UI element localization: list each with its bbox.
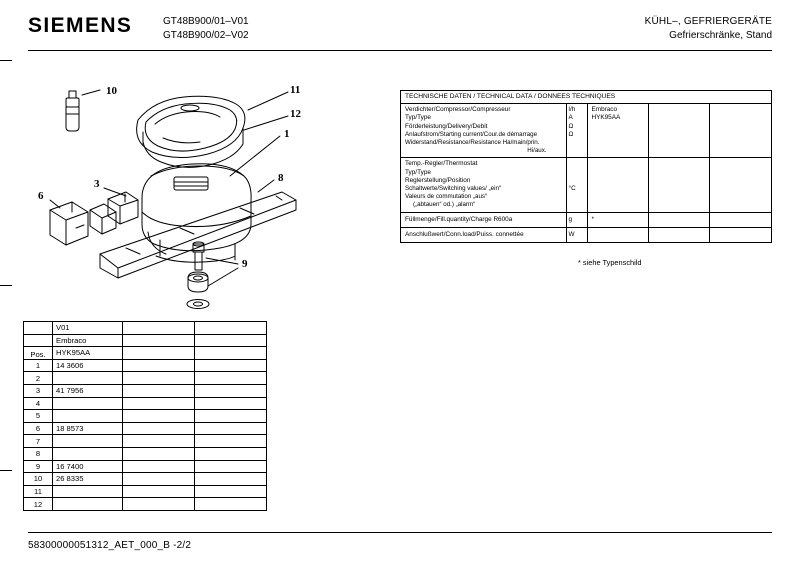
row-col-c <box>195 435 267 448</box>
part-11-cover-shape <box>137 96 245 167</box>
model-number-1: GT48B900/01–V01 <box>163 16 249 27</box>
thermostat-value-col-3 <box>710 158 771 211</box>
table-row <box>24 447 267 460</box>
row-pos: 1 <box>24 359 53 372</box>
table-row <box>24 397 267 410</box>
thermostat-value-col-2 <box>649 158 710 211</box>
fill-quantity-value-col-1: * <box>588 213 649 227</box>
technical-data-title: TECHNISCHE DATEN / TECHNICAL DATA / DONNEES TECHNIQUES <box>401 91 771 104</box>
fill-quantity-unit: g <box>567 213 589 227</box>
row-part-number: 16 7400 <box>53 460 123 473</box>
row-part-number: 26 8335 <box>53 473 123 486</box>
header-col-b-3 <box>123 347 195 360</box>
unit-delivery: l/h <box>568 106 576 114</box>
compressor-value-col-2 <box>649 104 710 157</box>
header-pos-blank-1 <box>24 322 53 335</box>
thermostat-value-col-1 <box>588 158 649 211</box>
document-code: 58300000051312_AET_000_B -2/2 <box>28 540 192 551</box>
table-row <box>24 372 267 385</box>
compressor-units <box>567 104 589 157</box>
table-header-row-3 <box>24 347 267 360</box>
row-part-number <box>53 447 123 460</box>
header-col-c-2 <box>195 334 267 347</box>
unit-starting-current: A <box>568 114 573 122</box>
row-col-c <box>195 397 267 410</box>
row-part-number: 14 3606 <box>53 359 123 372</box>
row-label-position: Reglerstellung/Position <box>405 176 471 184</box>
row-label-starting-current: Anlaufstrom/Starting current/Cour.de démarrage <box>405 130 538 138</box>
callout-12: 12 <box>290 108 301 120</box>
row-pos: 2 <box>24 372 53 385</box>
fill-quantity-value-col-2 <box>649 213 710 227</box>
row-part-number <box>53 372 123 385</box>
assembly-svg <box>30 72 380 312</box>
header-col-b-2 <box>123 334 195 347</box>
row-pos: 4 <box>24 397 53 410</box>
table-row <box>24 473 267 486</box>
callout-10: 10 <box>106 85 117 97</box>
callout-3: 3 <box>94 178 100 190</box>
part-10-shape <box>66 90 100 131</box>
row-col-b <box>123 384 195 397</box>
row-pos: 6 <box>24 422 53 435</box>
technical-data-section-conn-load <box>401 228 771 242</box>
table-row <box>24 435 267 448</box>
compressor-value-col-3 <box>710 104 771 157</box>
leader-lines <box>50 92 288 286</box>
unit-resistance-main: Ω <box>568 122 574 130</box>
row-part-number <box>53 498 123 511</box>
footer-divider <box>28 532 772 533</box>
technical-data-table <box>400 90 772 243</box>
row-part-number: 41 7956 <box>53 384 123 397</box>
compressor-model: HYK95AA <box>591 114 621 122</box>
row-col-c <box>195 498 267 511</box>
header-col-c-1 <box>195 322 267 335</box>
row-col-b <box>123 473 195 486</box>
row-pos: 8 <box>24 447 53 460</box>
row-col-c <box>195 460 267 473</box>
row-col-b <box>123 397 195 410</box>
row-label-switching-off: Valeurs de commutation „aus“ <box>405 193 488 201</box>
exploded-assembly-drawing <box>30 72 380 312</box>
row-col-c <box>195 372 267 385</box>
row-col-b <box>123 359 195 372</box>
row-pos: 11 <box>24 485 53 498</box>
row-part-number <box>53 410 123 423</box>
row-part-number <box>53 435 123 448</box>
callout-11: 11 <box>290 84 301 96</box>
row-label-compressor: Verdichter/Compressor/Compresseur <box>405 106 511 114</box>
row-pos: 7 <box>24 435 53 448</box>
technical-data-section-compressor <box>401 104 771 158</box>
row-col-c <box>195 473 267 486</box>
conn-load-value-col-3 <box>710 228 771 242</box>
callout-9: 9 <box>242 258 248 270</box>
compressor-brand: Embraco <box>591 106 618 114</box>
table-header-row-1 <box>24 322 267 335</box>
unit-switching-alarm <box>569 201 586 209</box>
row-label-delivery: Förderleistung/Delivery/Debit <box>405 122 488 130</box>
row-col-b <box>123 435 195 448</box>
row-label-resistance-aux: Hi/aux. <box>527 147 547 155</box>
spine-mark-middle <box>0 285 12 286</box>
row-col-c <box>195 447 267 460</box>
row-part-number <box>53 485 123 498</box>
table-header-row-2 <box>24 334 267 347</box>
row-label-resistance-main: Widerstand/Resistance/Resistance Ha/main/prin. <box>405 139 540 147</box>
callout-6: 6 <box>38 190 44 202</box>
conn-load-unit: W <box>567 228 589 242</box>
model-numbers <box>163 15 249 43</box>
fill-quantity-label: Füllmenge/Fill.quantity/Charge R600a <box>401 213 567 227</box>
table-row <box>24 498 267 511</box>
row-part-number: 18 8573 <box>53 422 123 435</box>
callout-1: 1 <box>284 128 290 140</box>
header-col-b-1 <box>123 322 195 335</box>
model-number-2: GT48B900/02–V02 <box>163 30 249 41</box>
row-part-number <box>53 397 123 410</box>
row-col-b <box>123 422 195 435</box>
row-col-c <box>195 359 267 372</box>
product-category <box>645 15 772 43</box>
fill-quantity-value-col-3 <box>710 213 771 227</box>
header-col-c-3 <box>195 347 267 360</box>
table-row <box>24 384 267 397</box>
row-label-switching-on: Schaltwerte/Switching values/ „ein“ <box>405 185 501 193</box>
table-row <box>24 422 267 435</box>
unit-switching-off <box>569 193 586 201</box>
row-label-switching-alarm: („abtauen“ od.) „alarm“ <box>413 201 476 209</box>
typenschild-note: * siehe Typenschild <box>578 258 642 267</box>
header-version: V01 <box>53 322 123 335</box>
row-col-c <box>195 422 267 435</box>
row-col-c <box>195 410 267 423</box>
part-6-shape <box>50 202 88 245</box>
thermostat-labels <box>401 158 567 211</box>
conn-load-value-col-1 <box>588 228 649 242</box>
callout-8: 8 <box>278 172 284 184</box>
parts-table <box>23 321 267 511</box>
unit-thermostat-type <box>569 169 586 177</box>
header-brand: Embraco <box>53 334 123 347</box>
row-col-b <box>123 447 195 460</box>
row-label-thermostat: Temp.-Regler/Thermostat <box>405 160 478 168</box>
header-divider <box>28 50 772 51</box>
technical-data-section-thermostat <box>401 158 771 212</box>
conn-load-label: Anschlußwert/Conn.load/Puiss. connettée <box>401 228 567 242</box>
row-col-c <box>195 384 267 397</box>
row-pos: 9 <box>24 460 53 473</box>
table-row <box>24 359 267 372</box>
row-pos: 10 <box>24 473 53 486</box>
row-col-b <box>123 498 195 511</box>
conn-load-value-col-2 <box>649 228 710 242</box>
thermostat-units <box>567 158 589 211</box>
row-col-b <box>123 460 195 473</box>
part-9-shape <box>187 242 209 309</box>
spine-mark-bottom <box>0 470 12 471</box>
row-col-c <box>195 485 267 498</box>
technical-data-section-fill-quantity <box>401 213 771 228</box>
part-8-base-rail-shape <box>100 192 296 278</box>
row-pos: 3 <box>24 384 53 397</box>
row-col-b <box>123 372 195 385</box>
spine-mark-top <box>0 60 12 61</box>
part-3-shape <box>108 192 138 224</box>
row-label-thermostat-type: Typ/Type <box>405 168 431 176</box>
table-row <box>24 485 267 498</box>
header-pos-blank-2 <box>24 334 53 347</box>
compressor-value-col-1 <box>588 104 649 157</box>
unit-switching-values: °C <box>568 185 576 193</box>
header-pos-label: Pos. <box>24 347 53 360</box>
unit-position <box>569 177 586 185</box>
row-pos: 5 <box>24 410 53 423</box>
unit-resistance-aux: Ω <box>568 130 574 138</box>
row-label-type: Typ/Type <box>405 114 431 122</box>
row-pos: 12 <box>24 498 53 511</box>
row-col-b <box>123 485 195 498</box>
siemens-logo: SIEMENS <box>28 14 133 37</box>
table-row <box>24 460 267 473</box>
row-col-b <box>123 410 195 423</box>
product-category-line2: Gefrierschränke, Stand <box>669 30 772 41</box>
header-compressor-model: HYK95AA <box>53 347 123 360</box>
table-row <box>24 410 267 423</box>
compressor-labels <box>401 104 567 157</box>
unit-thermostat <box>569 160 586 168</box>
product-category-line1: KÜHL–, GEFRIERGERÄTE <box>644 16 772 27</box>
